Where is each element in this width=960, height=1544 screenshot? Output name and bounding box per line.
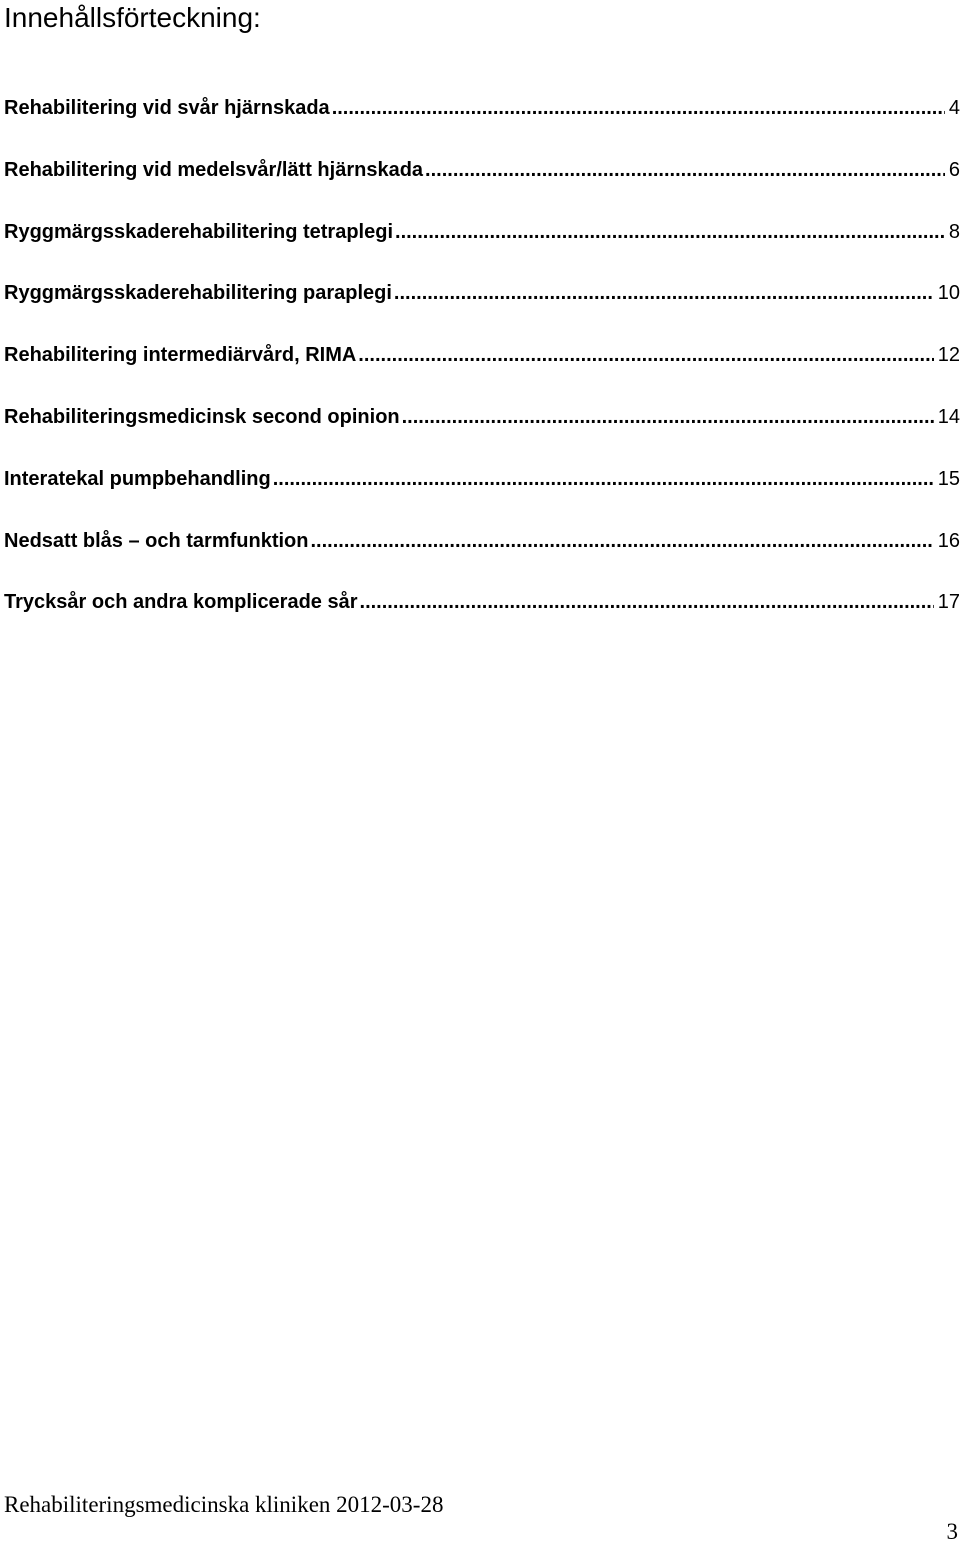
toc-dot-leader bbox=[358, 344, 933, 367]
toc-entry-title: Ryggmärgsskaderehabilitering tetraplegi bbox=[4, 220, 394, 243]
toc-dot-leader bbox=[311, 530, 934, 553]
toc-dot-leader bbox=[402, 406, 934, 429]
toc-dot-leader bbox=[425, 159, 945, 182]
toc-entry-title: Rehabilitering vid medelsvår/lätt hjärnskada bbox=[4, 158, 424, 181]
toc-entry-title: Rehabilitering intermediärvård, RIMA bbox=[4, 344, 357, 367]
toc-entry-medelsvar-hjarnskada[interactable] bbox=[4, 159, 960, 221]
toc-entry-svar-hjarnskada[interactable] bbox=[4, 97, 960, 159]
toc-entry-page: 10 bbox=[937, 282, 960, 305]
toc-entry-pumpbehandling[interactable] bbox=[4, 468, 960, 530]
toc-entry-title: Rehabiliteringsmedicinsk second opinion bbox=[4, 405, 400, 428]
toc-entry-title: Ryggmärgsskaderehabilitering paraplegi bbox=[4, 282, 392, 305]
toc-entry-paraplegi[interactable] bbox=[4, 282, 960, 344]
toc-entry-page: 4 bbox=[948, 97, 960, 119]
toc-entry-second-opinion[interactable] bbox=[4, 406, 960, 468]
toc-entry-rima[interactable] bbox=[4, 344, 960, 406]
toc-entry-title: Rehabilitering vid svår hjärnskada bbox=[4, 97, 330, 119]
toc-dot-leader bbox=[394, 282, 934, 305]
toc-entry-title: Nedsatt blås – och tarmfunktion bbox=[4, 529, 309, 552]
toc-entry-title: Interatekal pumpbehandling bbox=[4, 467, 271, 490]
toc-dot-leader bbox=[360, 591, 934, 614]
toc-entry-page: 6 bbox=[948, 158, 960, 181]
footer-text: Rehabiliteringsmedicinska kliniken 2012-03-28 bbox=[4, 1492, 444, 1517]
toc-entry-blas-tarmfunktion[interactable] bbox=[4, 530, 960, 592]
toc-entry-page: 16 bbox=[937, 529, 960, 552]
toc-entry-page: 12 bbox=[937, 344, 960, 367]
toc-entry-tetraplegi[interactable] bbox=[4, 221, 960, 283]
toc-entry-page: 17 bbox=[937, 591, 960, 614]
toc-dot-leader bbox=[273, 468, 934, 491]
page-number: 3 bbox=[946, 1519, 958, 1544]
toc-heading: Innehållsförteckning: bbox=[4, 2, 261, 33]
toc-entry-page: 8 bbox=[948, 220, 960, 243]
toc-entry-title: Trycksår och andra komplicerade sår bbox=[4, 591, 358, 614]
toc-entry-page: 14 bbox=[937, 405, 960, 428]
toc-list bbox=[4, 97, 960, 653]
toc-dot-leader bbox=[332, 97, 945, 120]
toc-entry-trycksar[interactable] bbox=[4, 591, 960, 653]
toc-dot-leader bbox=[395, 221, 945, 244]
toc-entry-page: 15 bbox=[937, 467, 960, 490]
